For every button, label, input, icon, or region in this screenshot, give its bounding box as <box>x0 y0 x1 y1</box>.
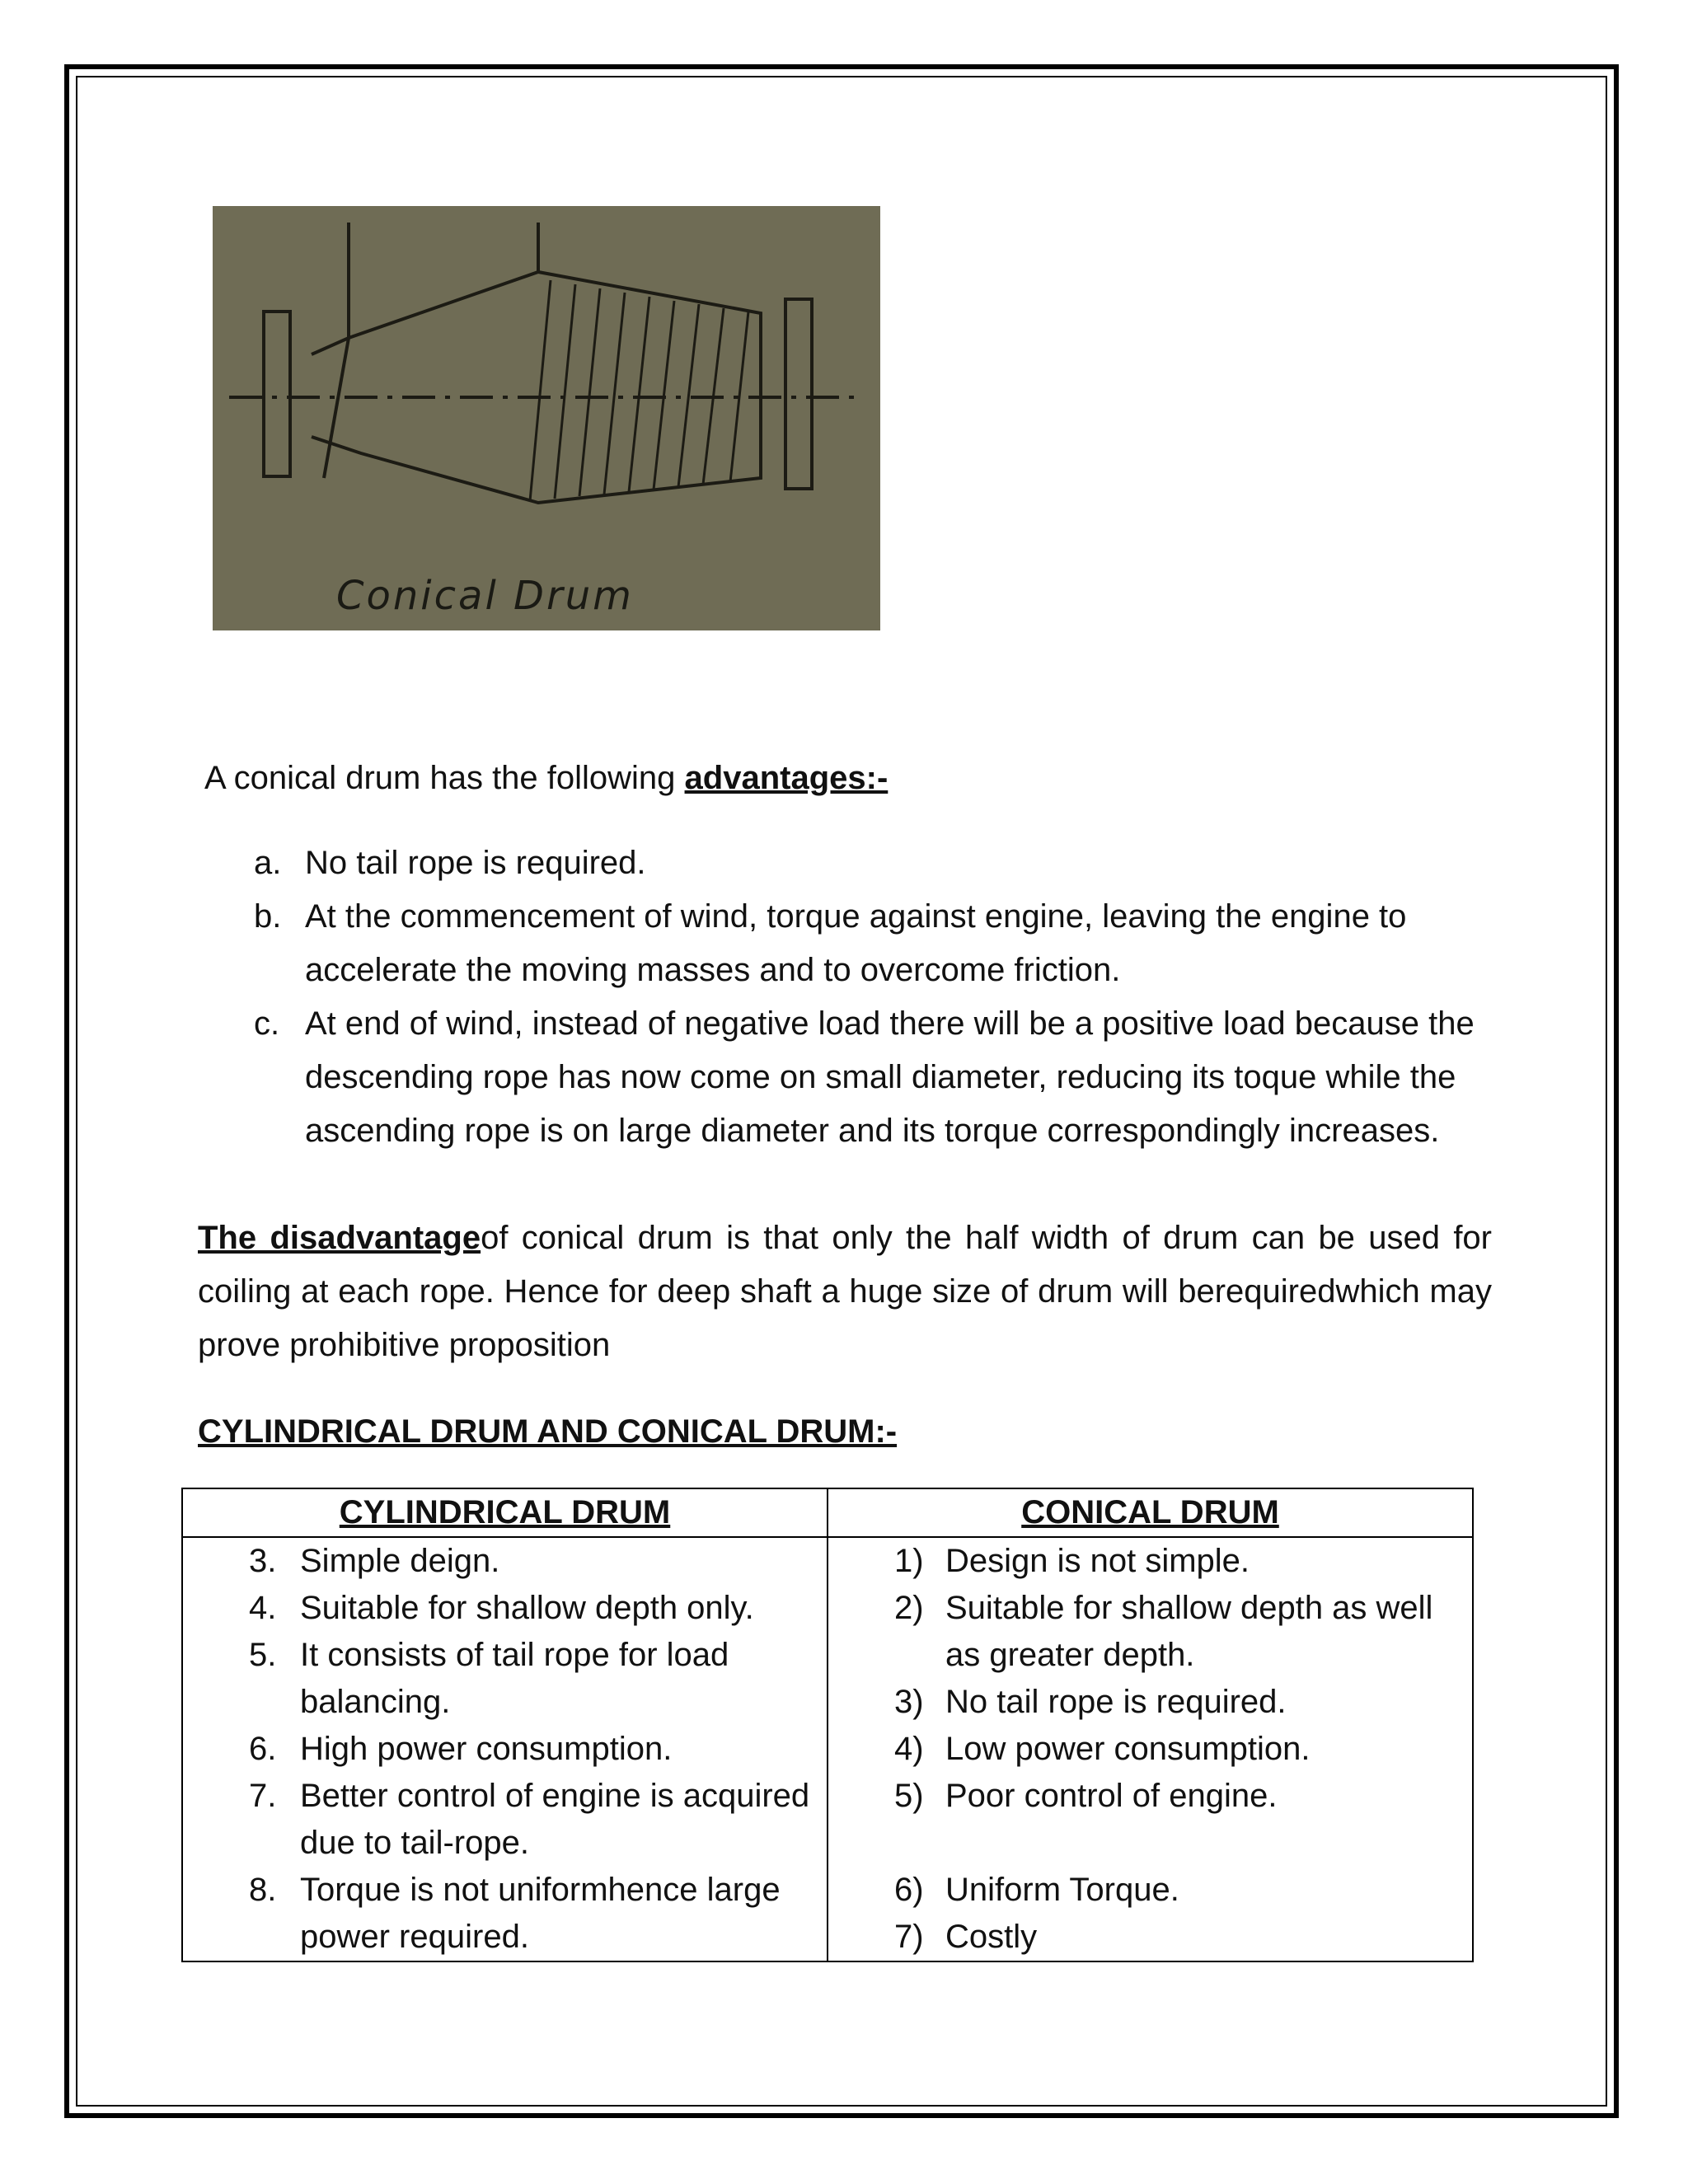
list-item <box>828 1914 1472 1961</box>
disadvantage-heading: The disadvantage <box>198 1220 481 1256</box>
list-item-text: Suitable for shallow depth only. <box>300 1590 754 1626</box>
advantages-intro <box>204 752 888 805</box>
table-header-row <box>182 1488 1473 1537</box>
list-item-text: Design is not simple. <box>945 1543 1250 1579</box>
left-end-plate <box>264 312 290 476</box>
rope-left-lower <box>324 338 349 478</box>
list-item-text: At the commencement of wind, torque against engine, leaving the engine to accelerate the moving masses and to overcome friction. <box>305 898 1407 988</box>
right-end-plate <box>785 299 812 489</box>
list-marker: 1) <box>894 1543 924 1579</box>
list-item <box>183 1773 827 1867</box>
disadvantage-paragraph <box>198 1212 1492 1372</box>
list-item-text: No tail rope is required. <box>945 1684 1287 1720</box>
list-marker: 5) <box>894 1778 924 1814</box>
header-conical: CONICAL DRUM <box>828 1488 1473 1537</box>
conical-drum-diagram <box>213 206 880 630</box>
list-marker: 5. <box>249 1637 277 1673</box>
list-marker: 6) <box>894 1872 924 1908</box>
conical-cell <box>828 1537 1473 1961</box>
figure-caption: Conical Drum <box>336 573 634 619</box>
list-item-text: Torque is not uniformhence large power required. <box>300 1872 781 1955</box>
rope-coils <box>530 280 748 501</box>
conical-drum-figure <box>213 206 880 630</box>
comparison-heading: CYLINDRICAL DRUM AND CONICAL DRUM:- <box>198 1413 898 1450</box>
list-item <box>183 1585 827 1632</box>
advantages-list <box>247 837 1500 1158</box>
cylindrical-list <box>183 1538 827 1961</box>
intro-text: A conical drum has the following <box>204 760 685 796</box>
cylindrical-cell <box>182 1537 828 1961</box>
list-item <box>247 837 1500 890</box>
list-item <box>828 1773 1472 1820</box>
drum-cone-outline <box>312 272 761 503</box>
list-marker: 4) <box>894 1731 924 1767</box>
table-row <box>182 1537 1473 1961</box>
list-marker: c. <box>254 1005 280 1042</box>
list-item-text: At end of wind, instead of negative load there will be a positive load because the descending rope has now come on small diameter, reducing its toque while the ascending rope is on large diameter and its torque correspondingly increases. <box>305 1005 1475 1149</box>
list-marker: 4. <box>249 1590 277 1626</box>
list-marker: 3) <box>894 1684 924 1720</box>
list-item <box>828 1585 1472 1679</box>
list-item <box>183 1538 827 1585</box>
list-item-text: Poor control of engine. <box>945 1778 1278 1814</box>
conical-list <box>828 1538 1472 1961</box>
list-item-text: No tail rope is required. <box>305 845 646 881</box>
list-item <box>828 1726 1472 1773</box>
list-item <box>247 997 1500 1158</box>
list-item-text: Uniform Torque. <box>945 1872 1179 1908</box>
list-item <box>183 1726 827 1773</box>
list-spacer <box>828 1820 1472 1867</box>
list-marker: a. <box>254 845 282 881</box>
list-item <box>828 1679 1472 1726</box>
list-marker: 2) <box>894 1590 924 1626</box>
list-item-text: Simple deign. <box>300 1543 500 1579</box>
list-marker: b. <box>254 898 282 935</box>
advantages-heading: advantages:- <box>684 760 889 796</box>
list-marker: 6. <box>249 1731 277 1767</box>
list-item <box>183 1867 827 1961</box>
list-item-text: Costly <box>945 1919 1038 1955</box>
list-item-text: Suitable for shallow depth as well as greater depth. <box>945 1590 1433 1673</box>
list-marker: 7. <box>249 1778 277 1814</box>
comparison-table <box>181 1488 1474 1962</box>
list-item <box>247 890 1500 997</box>
disadvantage-text: of conical drum is that only the half width of drum can be used for coiling at each rope. Hence for deep shaft a huge size of drum will berequiredwhich may prove prohibitive proposition <box>198 1220 1492 1363</box>
list-item-text: Low power consumption. <box>945 1731 1311 1767</box>
list-item-text: Better control of engine is acquired due to tail-rope. <box>300 1778 810 1861</box>
list-item-text: High power consumption. <box>300 1731 673 1767</box>
list-marker: 7) <box>894 1919 924 1955</box>
list-item <box>828 1867 1472 1914</box>
header-cylindrical: CYLINDRICAL DRUM <box>182 1488 828 1537</box>
list-marker: 8. <box>249 1872 277 1908</box>
list-marker: 3. <box>249 1543 277 1579</box>
list-item <box>828 1538 1472 1585</box>
list-item-text: It consists of tail rope for load balancing. <box>300 1637 729 1720</box>
list-item <box>183 1632 827 1726</box>
